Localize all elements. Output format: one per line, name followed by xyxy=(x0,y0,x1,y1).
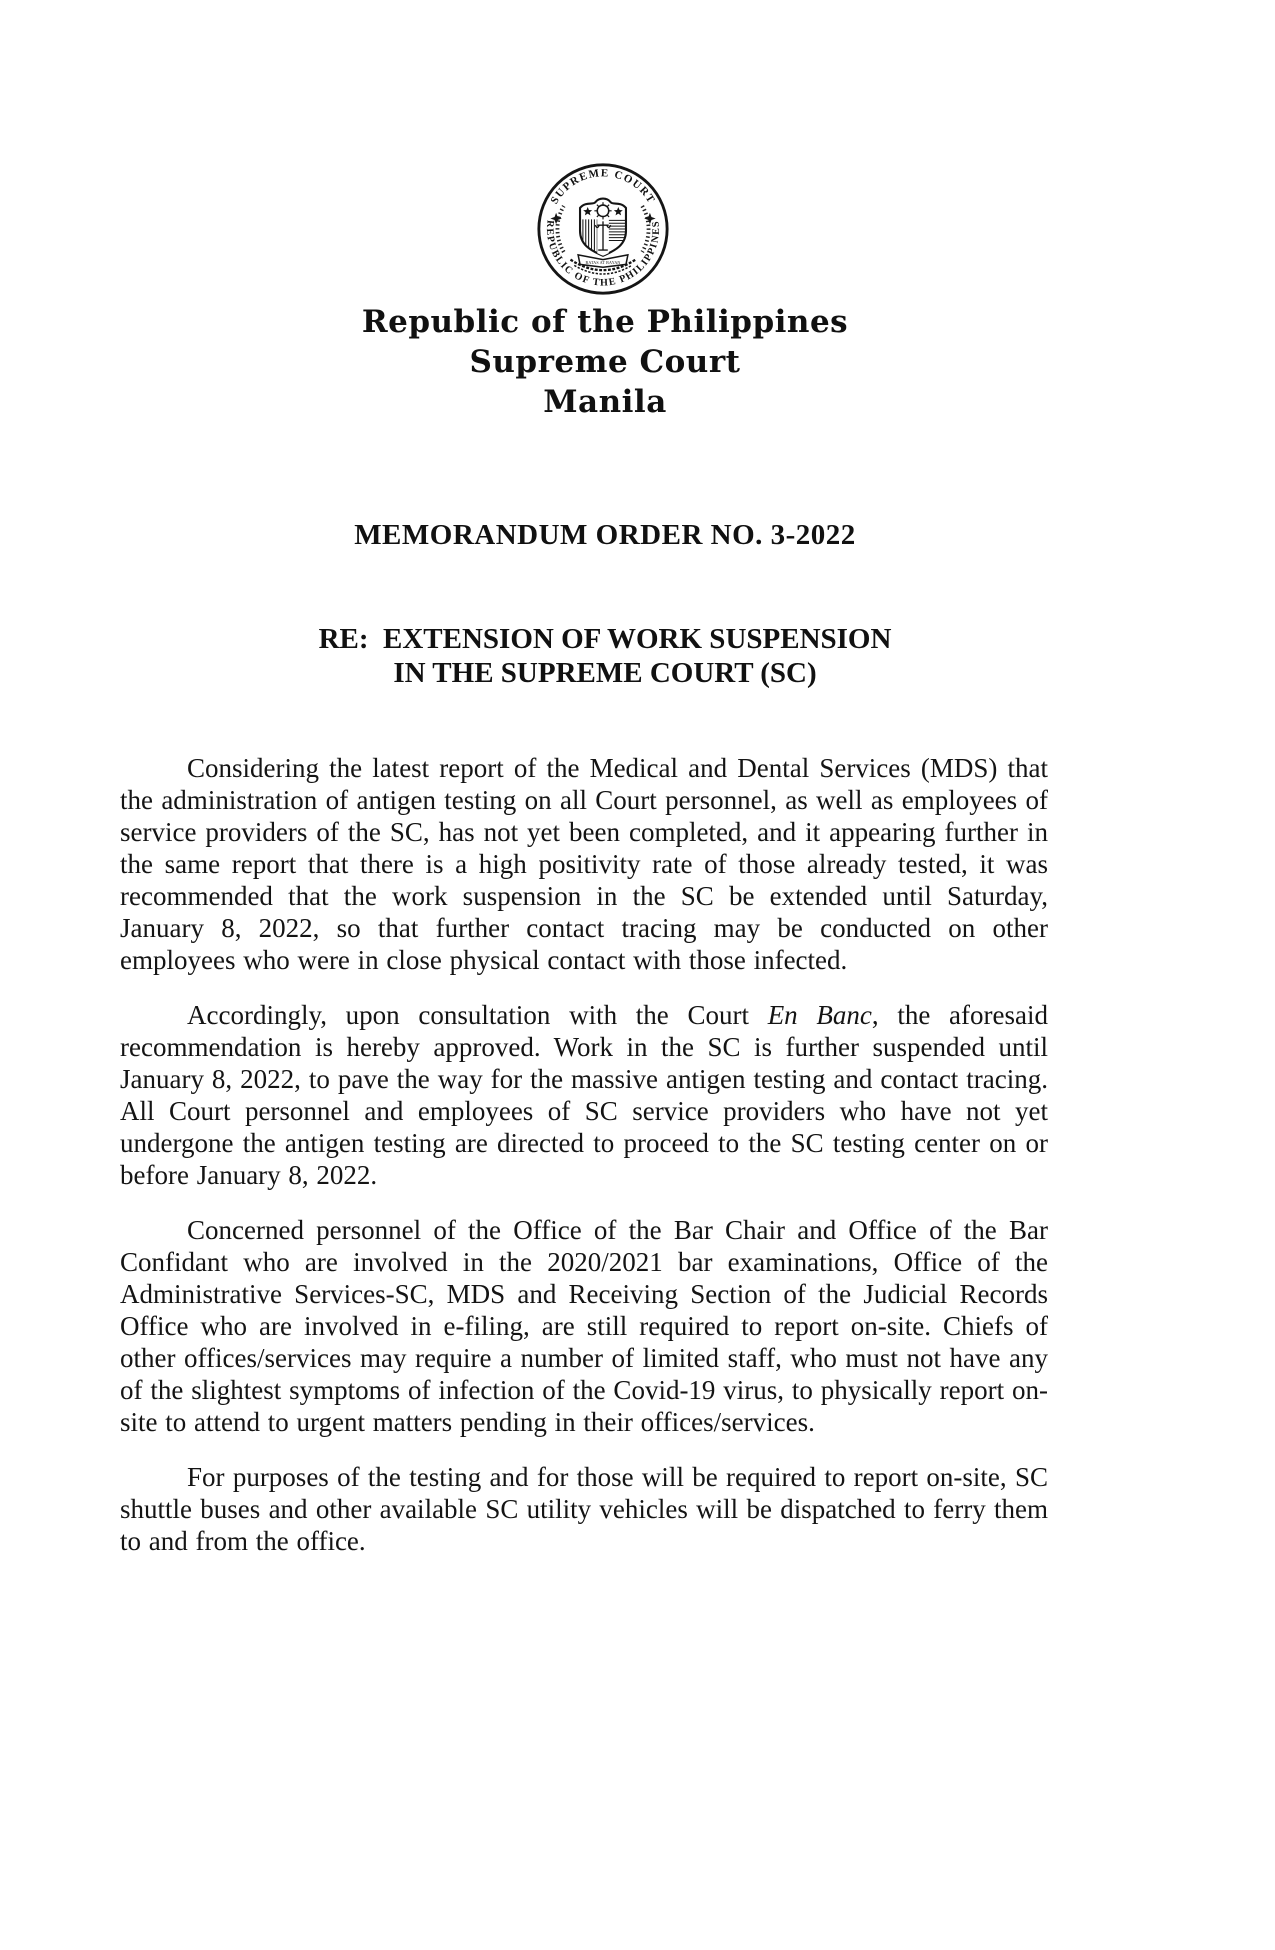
letterhead-city-line: Manila xyxy=(543,384,667,420)
paragraph-concerned-personnel: Concerned personnel of the Office of the Bar Chair and Office of the Bar Confidant who are involved in the 2020/2021 bar examinations, Office of the Administrative Services-SC, MDS and Receiving Section of the Judicial Records Office who are involved in e-filing, are still required to report on-site. Chiefs of other offices/services may require a number of limited staff, who must not have any of the slightest symptoms of infection of the Covid-19 virus, to physically report on-site to attend to urgent matters pending in their offices/services. xyxy=(120,1215,1048,1437)
paragraph-considering: Considering the latest report of the Medical and Dental Services (MDS) that the administration of antigen testing on all Court personnel, as well as employees of service providers of the SC, has not yet been completed, and it appearing further in the same report that there is a high positivity rate of those already tested, it was recommended that the work suspension in the SC be extended until Saturday, January 8, 2022, so that further contact tracing may be conducted on other employees who were in close physical contact with those infected. xyxy=(120,753,1048,975)
subject-line-2: IN THE SUPREME COURT (SC) xyxy=(393,657,817,689)
letterhead-republic-line: Republic of the Philippines xyxy=(361,304,849,340)
letterhead xyxy=(140,302,1070,422)
memo-subject-block xyxy=(140,622,1070,690)
paragraph-accordingly-start: Accordingly, upon consultation with the Court xyxy=(187,1000,768,1030)
memo-body xyxy=(120,752,1048,1580)
paragraph-shuttle-buses: For purposes of the testing and for those will be required to report on-site, SC shuttle buses and other available SC utility vehicles will be dispatched to ferry them to and from the office. xyxy=(120,1462,1048,1556)
en-banc-italic: En Banc xyxy=(767,1000,872,1030)
subject-line-1: RE: EXTENSION OF WORK SUSPENSION xyxy=(318,623,892,655)
seal-top-text: SUPREME COURT xyxy=(548,167,658,207)
paragraph-accordingly xyxy=(120,999,1048,1191)
supreme-court-seal-icon xyxy=(536,162,670,296)
seal-ring-text: REPUBLIC OF THE PHILIPPINES xyxy=(543,219,663,289)
memo-order-title: MEMORANDUM ORDER NO. 3-2022 xyxy=(354,519,856,551)
seal-banner-text: BATAS AT BAYAN xyxy=(585,259,621,265)
paragraph-accordingly-end: , the aforesaid recommendation is hereby approved. Work in the SC is further suspended until January 8, 2022, to pave the way for the massive antigen testing and contact tracing. All Court personnel and employees of SC service providers who have not yet undergone the antigen testing are directed to proceed to the SC testing center on or before January 8, 2022. xyxy=(120,1000,1048,1190)
letterhead-court-line: Supreme Court xyxy=(469,344,741,380)
seal-sun-icon xyxy=(594,202,611,219)
